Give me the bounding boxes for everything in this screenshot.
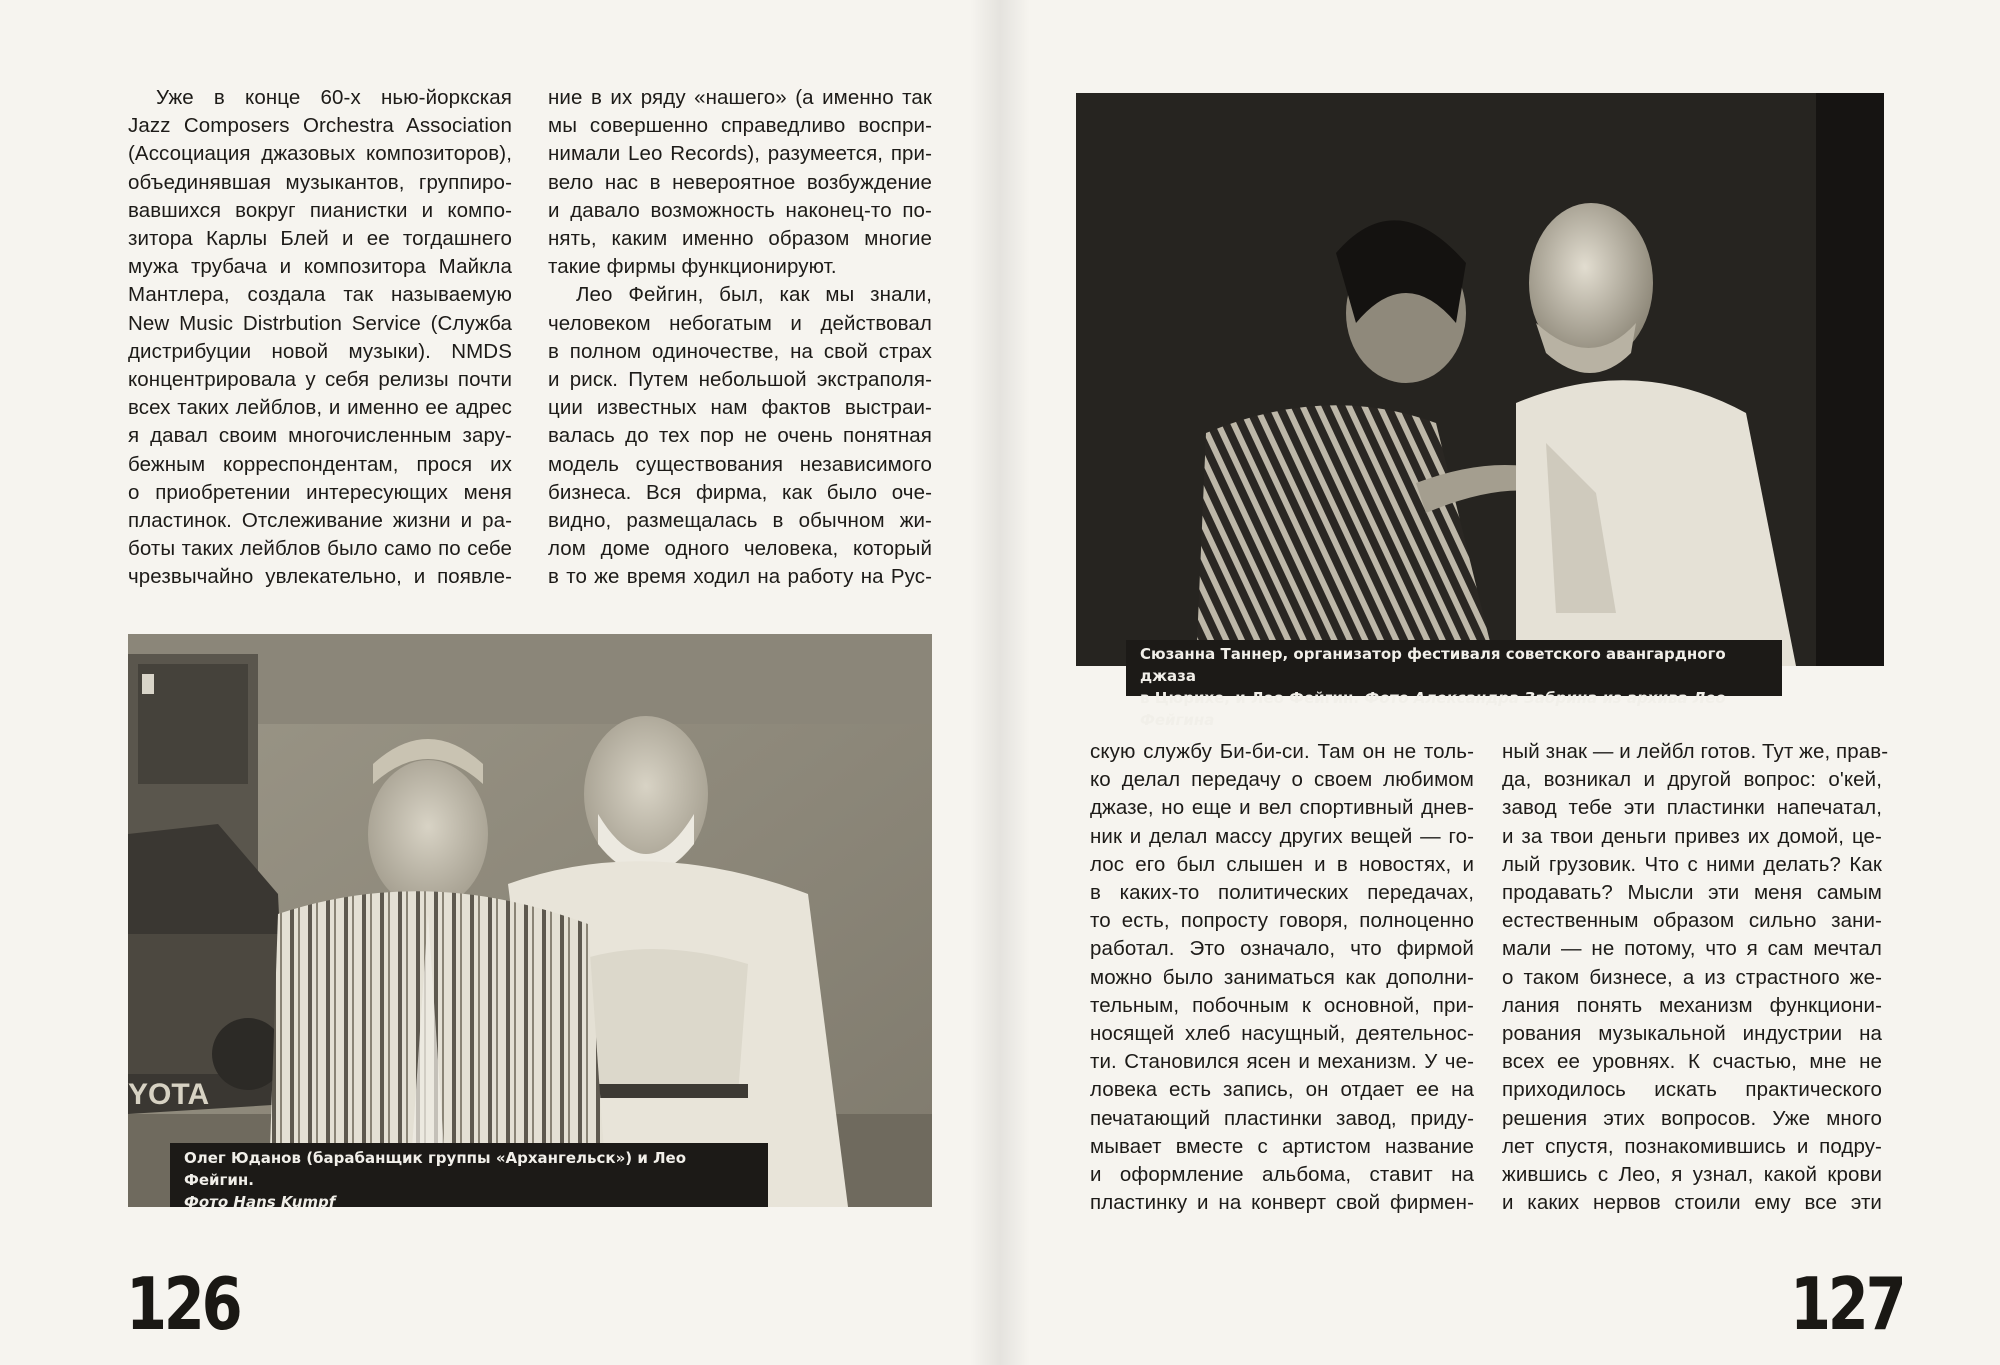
text-line: ник и делал массу других вещей — го-: [1090, 824, 1474, 848]
right-page-column-1: [1090, 738, 1474, 1217]
text-line: зитора Карлы Блей и ее тогдашнего: [128, 227, 512, 251]
text-line: боты таких лейблов было само по себе: [128, 537, 512, 561]
text-line: и каких нервов стоили ему все эти: [1502, 1191, 1882, 1215]
text-line: носящей хлеб насущный, деятельнос-: [1090, 1022, 1474, 1046]
text-line: можно было заниматься как дополни-: [1090, 965, 1474, 989]
text-line: такие фирмы функционируют.: [548, 255, 837, 279]
caption-left-line-2: Фото Hans Kumpf: [184, 1193, 336, 1211]
text-line: вело нас в невероятное возбуждение: [548, 170, 932, 194]
caption-right-line-1: Сюзанна Таннер, организатор фестиваля советского авангардного джаза: [1140, 645, 1726, 685]
text-line: чрезвычайно увлекательно, и появле-: [128, 565, 512, 589]
text-line: бизнеса. Вся фирма, как было оче-: [548, 480, 932, 504]
text-line: ние в их ряду «нашего» (а именно так: [548, 86, 932, 109]
text-line: и за твои деньги привез их домой, це-: [1502, 824, 1882, 848]
text-line: пластинку и на конверт свой фирмен-: [1090, 1191, 1474, 1215]
text-line: концентрировала у себя релизы почти: [128, 368, 512, 392]
text-line: я давал своим многочисленным зару-: [128, 424, 512, 448]
left-page-column-1: [128, 84, 512, 592]
page-number-right: 127: [1790, 1262, 1904, 1346]
text-line: то есть, попросту говоря, полноценно: [1090, 909, 1474, 933]
text-line: и риск. Путем небольшой экстраполя-: [548, 368, 932, 392]
page-gutter: [970, 0, 1030, 1365]
text-line: лос его был слышен и в новостях, и: [1090, 852, 1474, 876]
caption-left-line-1: Олег Юданов (барабанщик группы «Архангельск») и Лео Фейгин.: [184, 1149, 687, 1189]
text-line: жившись с Лео, я узнал, какой крови: [1502, 1163, 1882, 1187]
text-line: естественным образом сильно зани-: [1502, 909, 1882, 933]
text-line: бежным корреспондентам, прося их: [128, 452, 512, 476]
text-line: лет спустя, познакомившись и подру-: [1502, 1134, 1882, 1158]
photo-caption-right: [1126, 640, 1782, 729]
text-line: в каких-то политических передачах,: [1090, 881, 1474, 905]
photo-yudanov-feigin-image: [128, 634, 932, 1207]
text-line: тельным, побочным к основной, при-: [1090, 993, 1474, 1017]
text-line: лом доме одного человека, который: [548, 537, 932, 561]
right-page-column-2: [1502, 738, 1889, 1217]
text-line: ции известных нам фактов выстраи-: [548, 396, 932, 420]
text-line: продавать? Мысли эти меня самым: [1502, 881, 1882, 905]
text-line: в полном одиночестве, на свой страх: [548, 339, 932, 363]
photo-yudanov-feigin: [128, 634, 932, 1207]
text-line: всех таких лейблов, и именно ее адрес: [128, 396, 512, 420]
text-line: работал. Это означало, что фирмой: [1090, 937, 1474, 961]
text-line: модель существования независимого: [548, 452, 932, 476]
caption-right-line-2-plain: в Цюрихе, и Лео Фейгин.: [1140, 689, 1360, 707]
text-line: мужа трубача и композитора Майкла: [128, 255, 512, 279]
text-line: ловека есть запись, он отдает ее на: [1090, 1078, 1474, 1102]
text-line: ко делал передачу о своем любимом: [1090, 768, 1474, 792]
text-line: нимали Leo Records), разумеется, при-: [548, 142, 932, 166]
text-line: ный знак — и лейбл готов. Тут же, прав-: [1502, 740, 1889, 763]
text-line: всех ее уровнях. К счастью, мне не: [1502, 1050, 1882, 1074]
text-line: и оформление альбома, ставит на: [1090, 1163, 1474, 1187]
text-line: мы совершенно справедливо воспри-: [548, 114, 932, 138]
text-line: видно, размещалась в обычном жи-: [548, 509, 932, 533]
text-line: пластинок. Отслеживание жизни и ра-: [128, 509, 512, 533]
text-line: дистрибуции новой музыки). NMDS: [128, 339, 512, 363]
text-line: Лео Фейгин, был, как мы знали,: [576, 283, 932, 307]
text-line: мывает вместе с артистом название: [1090, 1134, 1474, 1158]
photo-tanner-feigin-image: [1076, 93, 1884, 666]
text-line: лый грузовик. Что с ними делать? Как: [1502, 852, 1882, 876]
text-line: человеком небогатым и действовал: [548, 311, 932, 335]
text-line: о таком бизнесе, а из страстного же-: [1502, 965, 1882, 989]
text-line: и давало возможность наконец-то по-: [548, 198, 932, 222]
text-line: о приобретении интересующих меня: [128, 480, 512, 504]
text-line: приходилось искать практического: [1502, 1078, 1882, 1102]
text-line: мали — не потому, что я сам мечтал: [1502, 937, 1882, 961]
text-line: завод тебе эти пластинки напечатал,: [1502, 796, 1882, 820]
caption-right-line-2: [1140, 687, 1768, 731]
text-line: решения этих вопросов. Уже много: [1502, 1106, 1882, 1130]
text-line: в то же время ходил на работу на Рус-: [548, 565, 932, 589]
photo-tanner-feigin: [1076, 93, 1884, 666]
text-line: нять, каким именно образом многие: [548, 227, 932, 251]
text-line: Уже в конце 60-х нью-йоркская: [156, 86, 512, 109]
text-line: объединявшая музыкантов, группиро-: [128, 170, 512, 194]
text-line: печатающий пластинки завод, приду-: [1090, 1106, 1474, 1130]
text-line: Мантлера, создала так называемую: [128, 283, 512, 307]
text-line: скую службу Би-би-си. Там он не толь-: [1090, 740, 1474, 763]
car-badge-text: YOTA: [128, 1078, 210, 1111]
photo-caption-left: [170, 1143, 768, 1211]
text-line: джазе, но еще и вел спортивный днев-: [1090, 796, 1474, 820]
text-line: валась до тех пор не очень понятная: [548, 424, 932, 448]
left-page-column-2: [548, 84, 932, 592]
text-line: рования музыкальной индустрии на: [1502, 1022, 1882, 1046]
text-line: да, возникал и другой вопрос: о'кей,: [1502, 768, 1882, 792]
text-line: вавшихся вокруг пианистки и компо-: [128, 198, 512, 222]
text-line: (Ассоциация джазовых композиторов),: [128, 142, 512, 166]
text-line: лания понять механизм функциони-: [1502, 993, 1882, 1017]
text-line: Jazz Composers Orchestra Association: [128, 114, 512, 138]
page-number-left: 126: [126, 1262, 240, 1346]
text-line: ти. Становился ясен и механизм. У че-: [1090, 1050, 1474, 1074]
text-line: New Music Distrbution Service (Служба: [128, 311, 512, 335]
caption-right-line-2-italic: Фото Александра Забрина из архива Лео Фейгина: [1140, 689, 1726, 729]
